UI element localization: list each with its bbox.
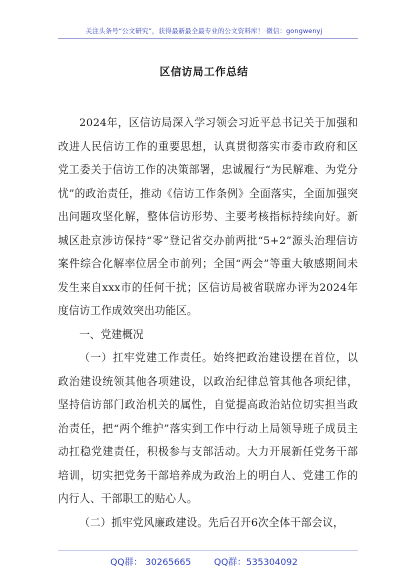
footer-divider [58, 550, 358, 551]
header-divider [58, 38, 358, 39]
section-heading: 一、党建概况 [79, 328, 144, 341]
paragraph-intro: 2024年，区信访局深入学习领会习近平总书记关于加强和改进人民信访工作的重要思想，认真贯彻落实市委市政府和区党工委关于信访工作的决策部署，忠诚履行“为民解难、为党分忧”的政治责任，推动《信访工作条例》全面落实，全面加强突出问题攻坚化解，整体信访形势、主要考核指标持续向好。新城区赴京涉访保持“零”登记省交办前两批“5+2”源头治理信访案件综合化解率位居全市前列；全国“两会”等重大敏感期间未发生来自xxx市的任何干扰；区信访局被省联席办评为2024年度信访工作成效突出功能区。 [58, 117, 358, 317]
paragraph-clean-governance: （二）抓牢党风廉政建设。先后召开6次全体干部会议， [79, 516, 344, 529]
document-title: 区信访局工作总结 [159, 66, 249, 78]
document-body [58, 112, 358, 535]
paragraph-party-responsibility: （一）扛牢党建工作责任。始终把政治建设摆在首位，以政治建设统领其他各项建设，以政治纪律总管其他各项纪律，坚持信访部门政治机关的属性，自觉提高政治站位切实担当政治责任，把“两个维护”落实到工作中行动上局领导班子成员主动扛稳党建责任，积极参与支部活动。大力开展新任党务干部培训，切实把党务干部培养成为政治上的明白人、党建工作的内行人、干部职工的贴心人。 [58, 352, 358, 505]
header-banner: 关注头条号“公文研究”，获得最新最全最专业的公文资料库！ 微信：gongwenyj [85, 27, 323, 35]
footer-contact: QQ群： 30265665 QQ群：535304092 [110, 558, 298, 568]
